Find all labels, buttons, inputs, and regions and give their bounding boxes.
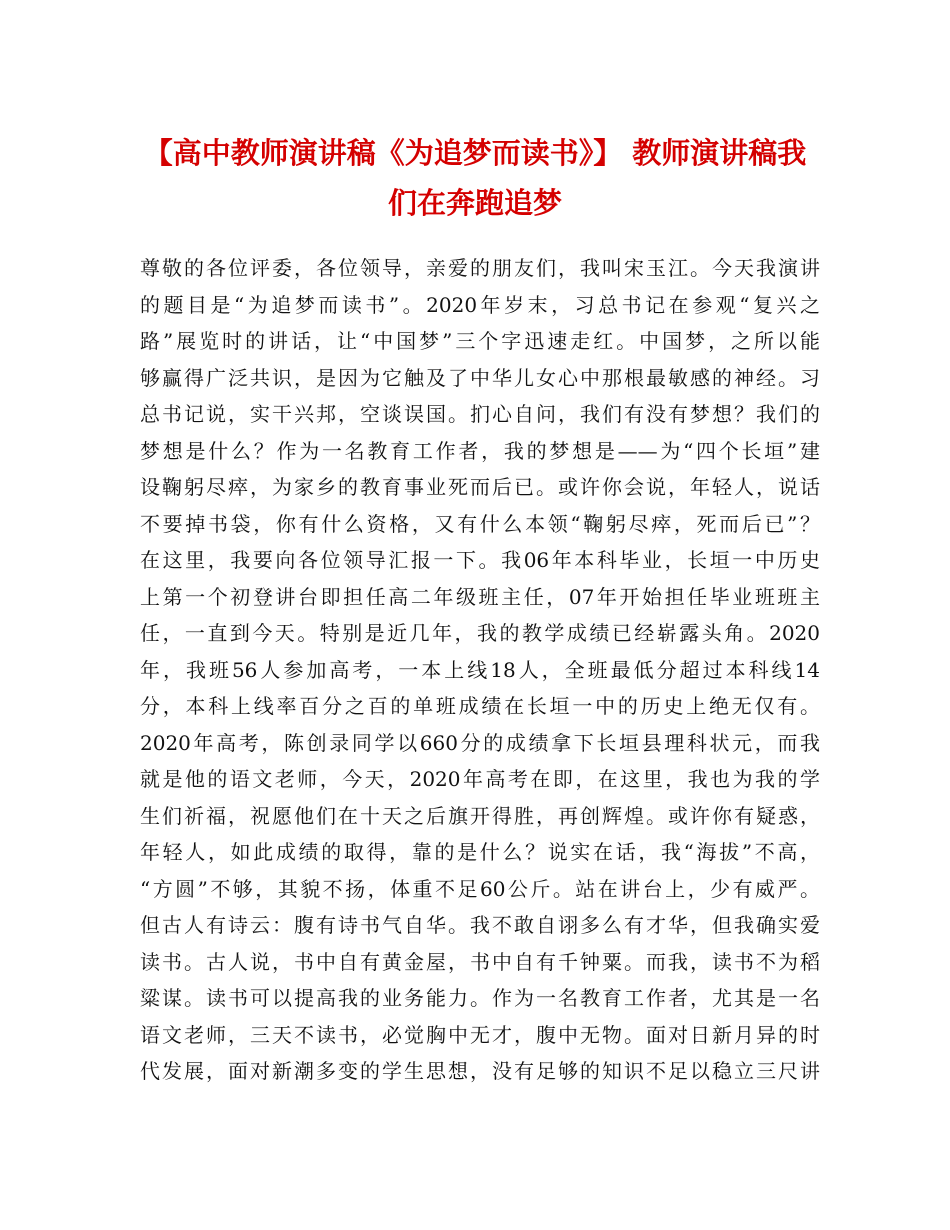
body-line: 在这里，我要向各位领导汇报一下。我06年本科毕业，长垣一中历史 — [140, 548, 820, 572]
body-line: 分，本科上线率百分之百的单班成绩在长垣一中的历史上绝无仅有。 — [140, 694, 820, 718]
body-line: “方圆”不够，其貌不扬，体重不足60公斤。站在讲台上，少有威严。 — [140, 876, 820, 901]
body-line: 总书记说，实干兴邦，空谈误国。扪心自问，我们有没有梦想？我们的 — [140, 402, 820, 426]
body-line: 生们祈福，祝愿他们在十天之后旗开得胜，再创辉煌。或许你有疑惑， — [140, 803, 820, 828]
body-line: 年，我班56人参加高考，一本上线18人，全班最低分超过本科线14 — [140, 657, 820, 682]
body-line: 不要掉书袋，你有什么资格，又有什么本领“鞠躬尽瘁，死而后已”？ — [140, 511, 820, 536]
title-line-2: 们在奔跑追梦 — [387, 186, 562, 220]
body-line: 年轻人，如此成绩的取得，靠的是什么？说实在话，我“海拔”不高， — [140, 840, 820, 864]
title-line-1: 【高中教师演讲稿《为追梦而读书》】 教师演讲稿我 — [143, 136, 807, 170]
body-line: 代发展，面对新潮多变的学生思想，没有足够的知识不足以稳立三尺讲 — [140, 1059, 820, 1083]
body-line: 设鞠躬尽瘁，为家乡的教育事业死而后已。或许你会说，年轻人，说话 — [140, 475, 820, 499]
body-line: 上第一个初登讲台即担任高二年级班主任，07年开始担任毕业班班主 — [140, 584, 820, 609]
body-line: 的题目是“为追梦而读书”。2020年岁末，习总书记在参观“复兴之 — [140, 292, 820, 317]
body-line: 路”展览时的讲话，让“中国梦”三个字迅速走红。中国梦，之所以能 — [140, 329, 820, 353]
document-title — [130, 128, 820, 228]
body-line: 任，一直到今天。特别是近几年，我的教学成绩已经崭露头角。2020 — [140, 621, 820, 645]
body-line: 就是他的语文老师，今天，2020年高考在即，在这里，我也为我的学 — [140, 767, 820, 791]
body-line: 但古人有诗云：腹有诗书气自华。我不敢自诩多么有才华，但我确实爱 — [140, 913, 820, 937]
body-line: 尊敬的各位评委，各位领导，亲爱的朋友们，我叫宋玉江。今天我演讲 — [140, 256, 820, 280]
body-line: 够赢得广泛共识，是因为它触及了中华儿女心中那根最敏感的神经。习 — [140, 365, 820, 390]
body-line: 梦想是什么？作为一名教育工作者，我的梦想是——为“四个长垣”建 — [140, 438, 820, 463]
body-paragraph — [140, 250, 820, 1090]
body-line: 读书。古人说，书中自有黄金屋，书中自有千钟粟。而我，读书不为稻 — [140, 949, 820, 974]
body-line: 语文老师，三天不读书，必觉胸中无才，腹中无物。面对日新月异的时 — [140, 1022, 820, 1047]
body-line: 2020年高考，陈创录同学以660分的成绩拿下长垣县理科状元，而我 — [140, 730, 820, 755]
body-line: 粱谋。读书可以提高我的业务能力。作为一名教育工作者，尤其是一名 — [140, 986, 820, 1010]
